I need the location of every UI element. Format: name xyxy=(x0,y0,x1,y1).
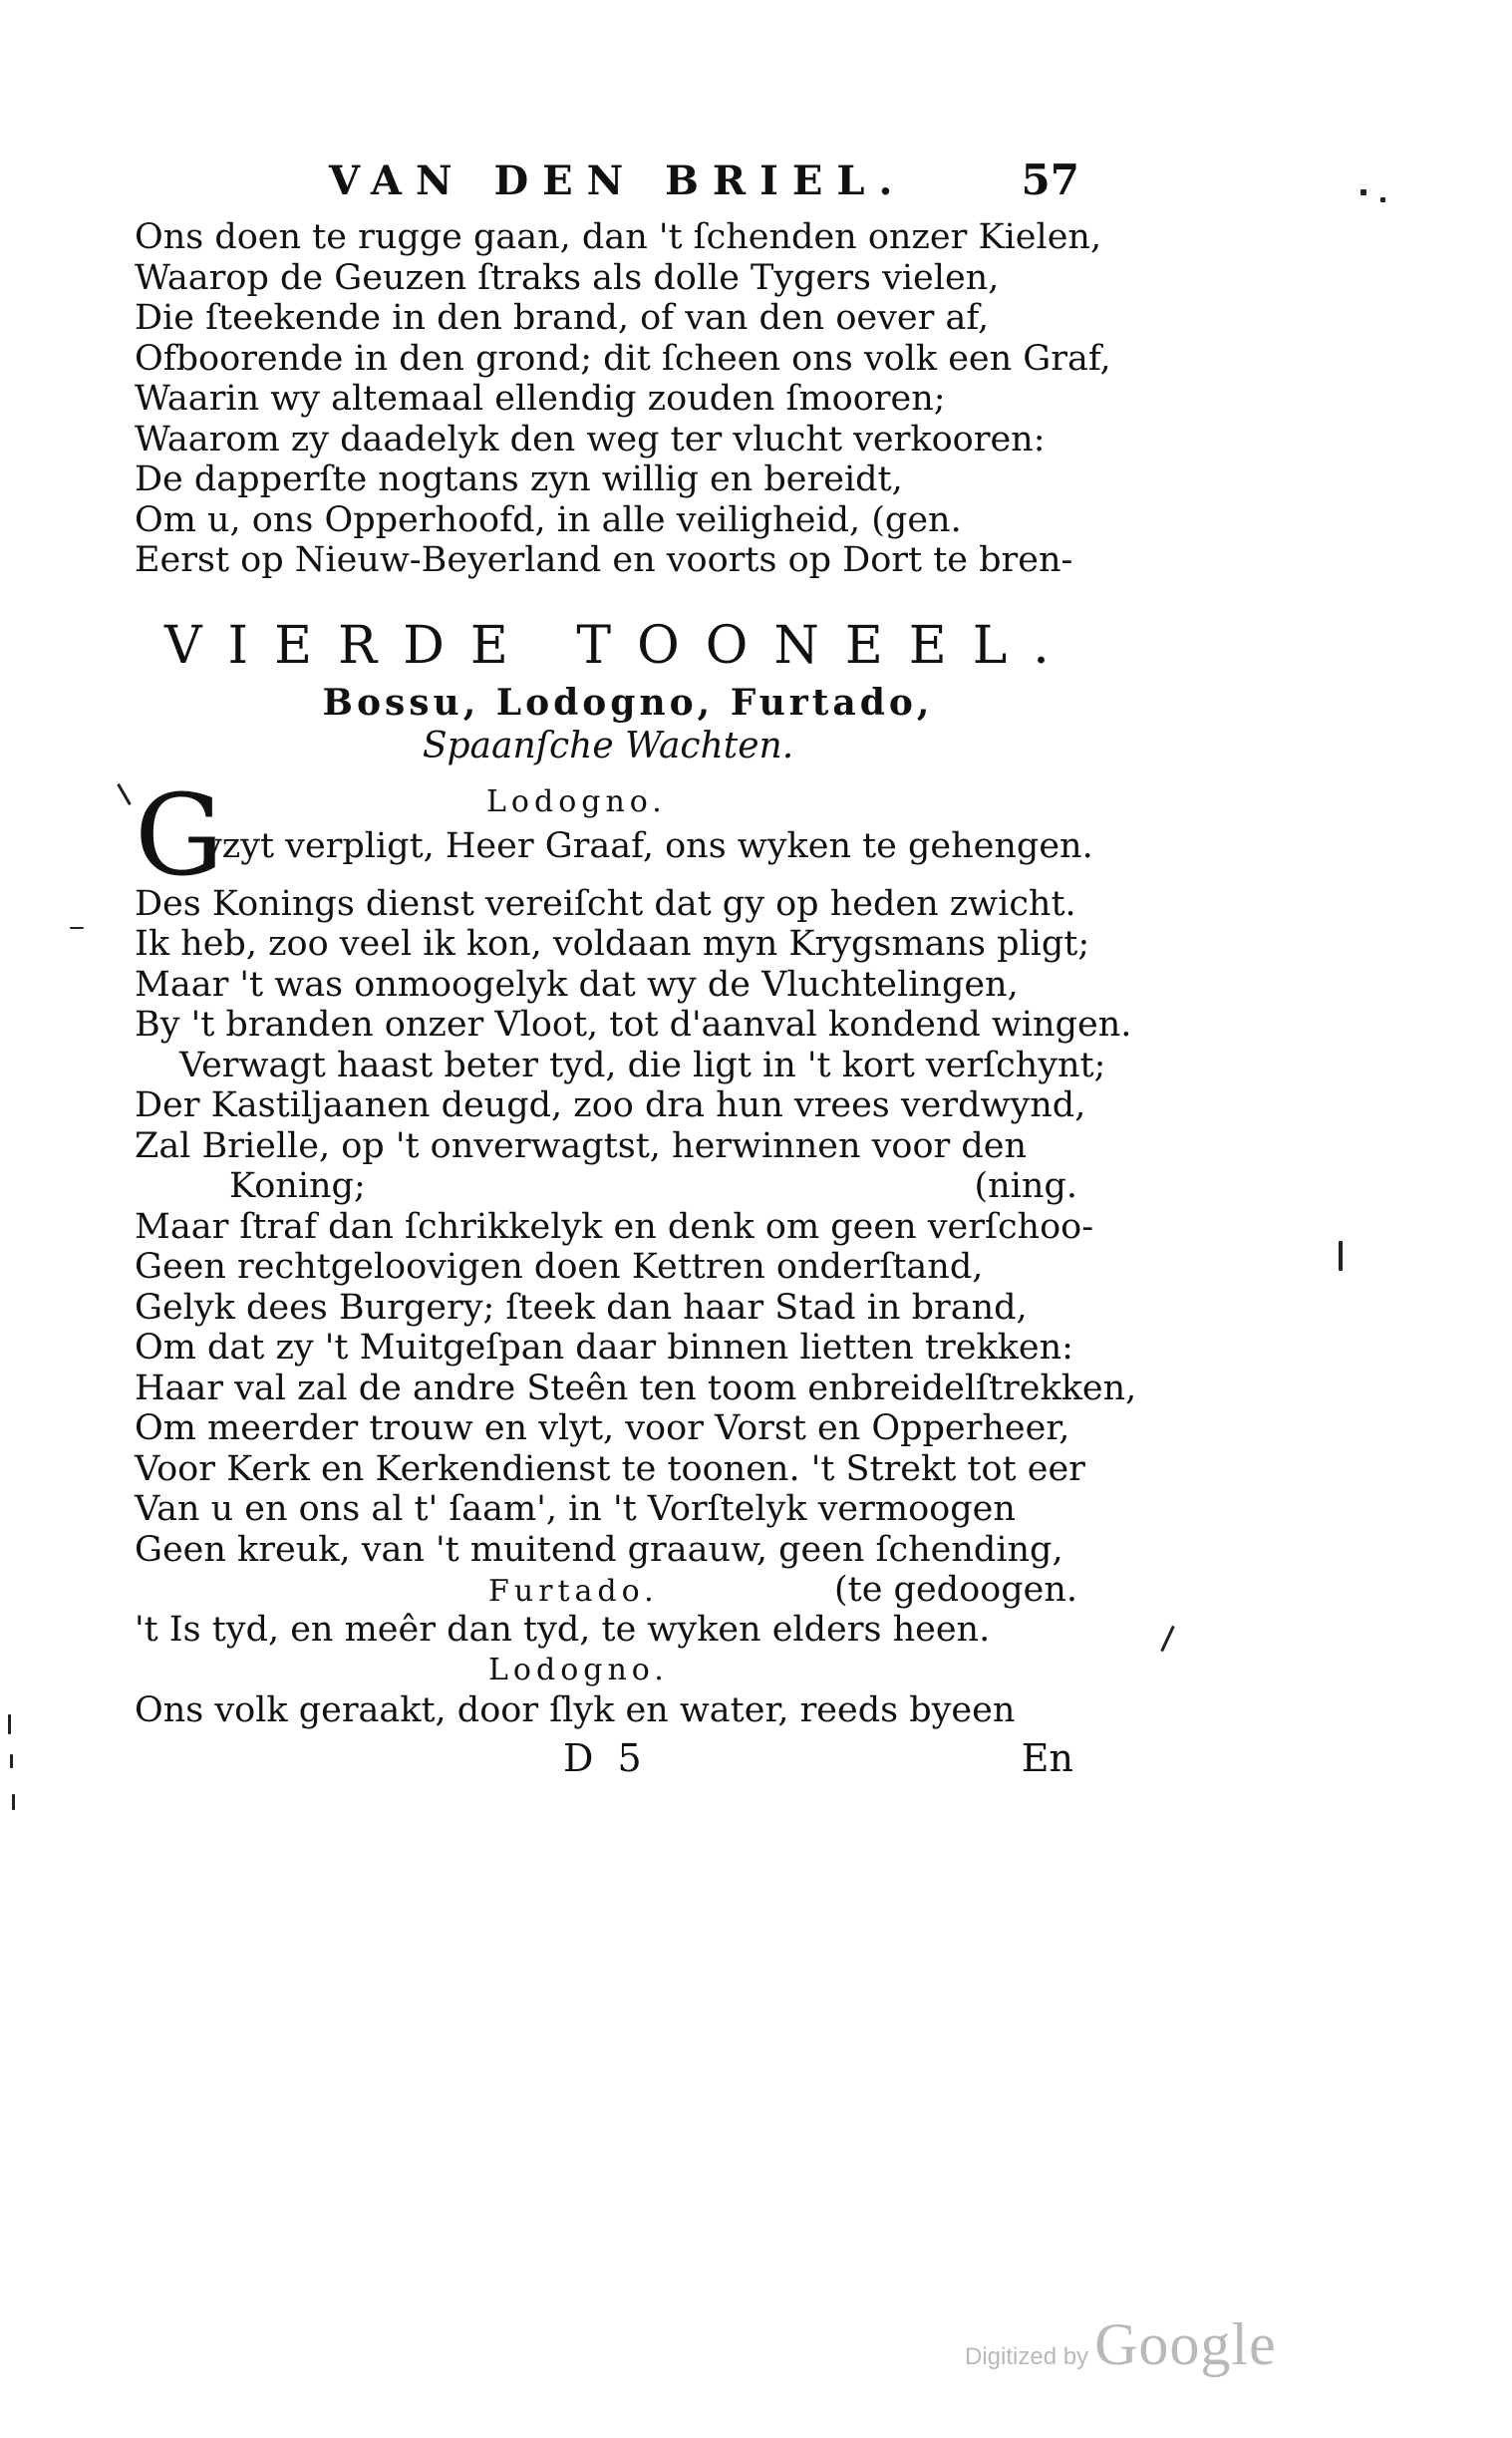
cast-list-sub: Spaanſche Wachten. xyxy=(422,725,794,766)
verse-line: Geen kreuk, van 't muitend graauw, geen ſchending, xyxy=(135,1529,1063,1570)
verse-line: Eerst op Nieuw-Beyerland en voorts op Dort te bren- xyxy=(135,540,1073,580)
ink-speck xyxy=(1361,189,1366,195)
verse-line: Maar 't was onmoogelyk dat wy de Vluchtelingen, xyxy=(135,964,1019,1005)
running-head xyxy=(135,148,1081,217)
verse-line: Geen rechtgeloovigen doen Kettren onderſtand, xyxy=(135,1247,984,1287)
verse-line: Die ſteekende in den brand, of van den oever af, xyxy=(135,298,990,338)
speaker-name: Lodogno. xyxy=(486,783,667,819)
cast-list: Bossu, Lodogno, Furtado, xyxy=(322,681,934,724)
text-block xyxy=(135,148,1137,1786)
verse-line: Waarin wy altemaal ellendig zouden ſmooren; xyxy=(135,379,946,419)
speech-lodogno-body xyxy=(135,883,1137,1571)
verse-line: Voor Kerk en Kerkendienst te toonen. 't Strekt tot eer xyxy=(135,1448,1085,1489)
verse-line: Ons volk geraakt, door ſlyk en water, reeds byeen xyxy=(135,1689,1016,1730)
ink-speck xyxy=(8,1714,11,1734)
verse-line: 't Is tyd, en meêr dan tyd, te wyken elders heen. xyxy=(135,1610,991,1650)
running-head-title: VAN DEN BRIEL. xyxy=(329,157,907,204)
ink-speck xyxy=(1160,1626,1175,1653)
google-logo: Google xyxy=(1094,2311,1277,2377)
verse-line: Haar val zal de andre Steên ten toom enbreidelſtrekken, xyxy=(135,1368,1137,1408)
verse-line: Gelyk dees Burgery; ſteek dan haar Stad in brand, xyxy=(135,1287,1028,1328)
speaker-name: Furtado. xyxy=(488,1574,659,1609)
verse-line: Ons doen te rugge gaan, dan 't ſchenden onzer Kielen, xyxy=(135,217,1102,257)
verse-line: De dapperſte nogtans zyn willig en bereidt, xyxy=(135,459,903,499)
verse-continuation: Koning; xyxy=(229,1166,366,1206)
page-footer xyxy=(135,1736,1081,1786)
drop-cap-lines xyxy=(202,780,1093,868)
ink-speck xyxy=(1380,197,1385,202)
verse-line: Van u en ons al t' ſaam', in 't Vorſtelyk vermoogen xyxy=(135,1489,1016,1529)
verse-line: Waarop de Geuzen ſtraks als dolle Tygers vielen, xyxy=(135,257,1000,298)
verse-line: Zal Brielle, op 't onverwagtst, herwinnen voor den xyxy=(135,1125,1028,1166)
verse-line: Maar ſtraf dan ſchrikkelyk en denk om geen verſchoo- xyxy=(135,1206,1094,1247)
ink-speck xyxy=(70,927,84,929)
drop-cap: G xyxy=(135,770,224,901)
opening-verse xyxy=(135,217,1111,581)
verse-wrap: (te gedoogen. xyxy=(833,1570,1077,1610)
ink-speck xyxy=(12,1794,15,1810)
scene-heading: VIERDE TOONEEL. xyxy=(164,615,1075,676)
signature-mark: D 5 xyxy=(563,1736,648,1780)
ink-speck xyxy=(10,1754,13,1768)
verse-line: Om u, ons Opperhoofd, in alle veiligheid, (gen. xyxy=(135,499,962,540)
ink-speck xyxy=(1339,1241,1343,1271)
verse-line: By 't branden onzer Vloot, tot d'aanval kondend wingen. xyxy=(135,1005,1132,1045)
catchword: En xyxy=(1021,1736,1073,1780)
verse-line: Om dat zy 't Muitgeſpan daar binnen lietten trekken: xyxy=(135,1328,1073,1368)
speech-furtado-header xyxy=(135,1570,1081,1610)
page-number: 57 xyxy=(1021,155,1079,204)
verse-line: Verwagt haast beter tyd, die ligt in 't kort verſchynt; xyxy=(179,1045,1106,1085)
verse-line: yzyt verpligt, Heer Graaf, ons wyken te gehengen. xyxy=(202,825,1093,866)
verse-line: Ofboorende in den grond; dit ſcheen ons volk een Graf, xyxy=(135,338,1111,379)
verse-line: Om meerder trouw en vlyt, voor Vorst en Opperheer, xyxy=(135,1408,1070,1448)
speaker-name: Lodogno. xyxy=(488,1652,669,1687)
verse-line: Des Konings dienst vereiſcht dat gy op heden zwicht. xyxy=(135,883,1076,924)
speech-lodogno-opening xyxy=(135,770,1093,901)
verse-wrap: (ning. xyxy=(974,1166,1077,1206)
digitized-watermark xyxy=(965,2310,1277,2379)
verse-line-split xyxy=(135,1166,1081,1207)
watermark-label: Digitized by xyxy=(965,2343,1089,2370)
verse-line: Der Kastiljaanen deugd, zoo dra hun vrees verdwynd, xyxy=(135,1085,1086,1125)
verse-line: Ik heb, zoo veel ik kon, voldaan myn Krygsmans pligt; xyxy=(135,924,1090,964)
ink-speck xyxy=(117,783,132,805)
verse-line: Waarom zy daadelyk den weg ter vlucht verkooren: xyxy=(135,419,1046,459)
